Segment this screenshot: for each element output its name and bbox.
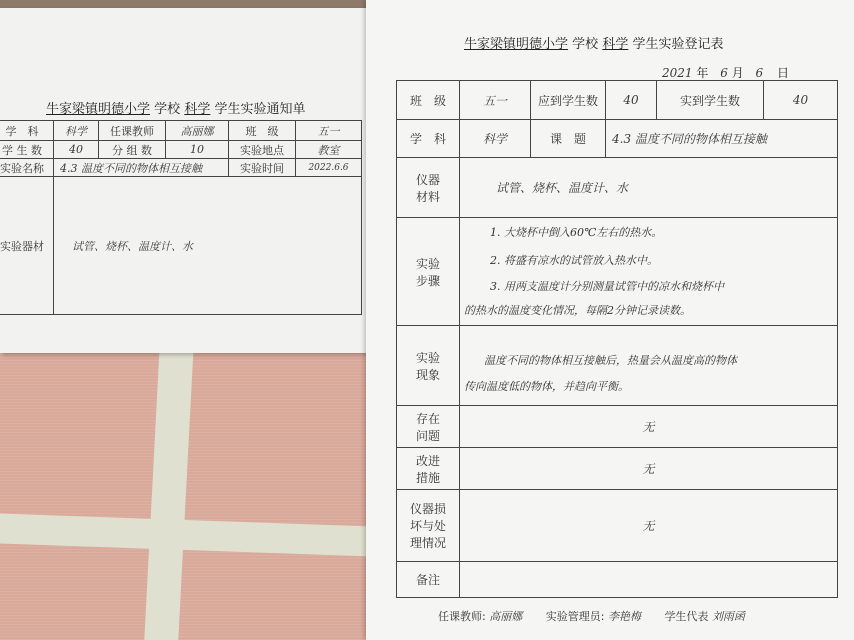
notice-class-value: 五一: [296, 121, 362, 141]
record-topic-label: 课 题: [531, 120, 606, 158]
notice-class-label: 班 级: [229, 121, 296, 141]
notice-teacher-value: 高丽娜: [166, 121, 229, 141]
date-day: 6: [755, 66, 764, 80]
date-month: 6: [720, 66, 728, 80]
notice-place-value: 教室: [296, 141, 362, 159]
notice-time-value: 2022.6.6: [296, 159, 362, 177]
record-damage-label-3: 理情况: [409, 536, 446, 550]
record-footer: [438, 608, 745, 624]
notice-subject-label: 学 科: [0, 121, 54, 141]
notice-students-value: 40: [54, 141, 99, 159]
notice-teacher-label: 任课教师: [99, 121, 166, 141]
footer-student-label: 学生代表: [664, 610, 709, 623]
record-date: [662, 64, 789, 81]
record-title: [464, 33, 723, 52]
record-phenomenon-label: [397, 326, 460, 406]
step-2: 2. 将盛有凉水的试管放入热水中。: [490, 254, 658, 267]
record-problem-label-2: 问题: [415, 428, 440, 443]
record-damage-label-1: 仪器损: [409, 502, 446, 516]
record-improve-label-2: 措施: [415, 470, 440, 485]
record-expected-label: 应到学生数: [531, 81, 606, 120]
notice-equipment-label: 实验器材: [0, 177, 54, 315]
step-3-cont: 的热水的温度变化情况，每隔2分钟记录读数。: [464, 304, 691, 317]
record-class-label: 班 级: [397, 81, 460, 120]
record-problem-value: 无: [460, 406, 838, 448]
record-table: [396, 80, 838, 598]
notice-title: [46, 98, 305, 117]
record-phenomenon-cell: [460, 326, 838, 406]
record-expected-value: 40: [606, 81, 657, 120]
date-year: 2021: [662, 66, 693, 80]
notice-students-label: 学 生 数: [0, 141, 54, 159]
footer-student-value: 刘雨函: [711, 610, 745, 623]
notice-equipment-value: 试管、烧杯、温度计、水: [54, 177, 362, 315]
record-problem-label-1: 存在: [415, 411, 440, 426]
record-class-value: 五一: [460, 81, 531, 120]
record-problem-label: [397, 406, 460, 448]
record-phenomenon-label-1: 实验: [415, 350, 440, 365]
record-school-suffix: 学校: [572, 37, 599, 52]
footer-manager-label: 实验管理员:: [545, 610, 605, 623]
notice-title-rest: 学生实验通知单: [214, 102, 306, 117]
record-topic-value: 4.3 温度不同的物体相互接触: [606, 120, 838, 158]
record-actual-value: 40: [764, 81, 838, 120]
notice-school-suffix: 学校: [154, 102, 181, 117]
notice-subject: 科学: [184, 102, 211, 117]
notice-sheet: [0, 8, 368, 353]
record-title-rest: 学生实验登记表: [632, 37, 724, 52]
step-1: 1. 大烧杯中倒入60℃左右的热水。: [490, 226, 663, 239]
record-damage-label: [397, 490, 460, 562]
record-damage-value: 无: [460, 490, 838, 562]
notice-place-label: 实验地点: [229, 141, 296, 159]
notice-time-label: 实验时间: [229, 159, 296, 177]
notice-subject-value: 科学: [54, 121, 99, 141]
record-subject-value: 科学: [460, 120, 531, 158]
record-sheet: [366, 0, 854, 640]
record-school: 牛家梁镇明德小学: [464, 37, 569, 52]
notice-school: 牛家梁镇明德小学: [46, 102, 151, 117]
record-equipment-value: 试管、烧杯、温度计、水: [460, 158, 838, 218]
record-actual-label: 实到学生数: [657, 81, 764, 120]
record-steps-cell: [460, 218, 838, 326]
record-improve-label-1: 改进: [415, 453, 440, 468]
record-phenomenon-label-2: 现象: [415, 367, 440, 382]
phenomenon-line-2: 传向温度低的物体，并趋向平衡。: [464, 380, 629, 393]
record-equipment-label-1: 仪器: [415, 172, 440, 187]
record-steps-label-2: 步骤: [415, 273, 440, 288]
record-subject: 科学: [602, 37, 629, 52]
record-equipment-label: [397, 158, 460, 218]
record-subject-label: 学 科: [397, 120, 460, 158]
notice-table: [0, 120, 362, 315]
notice-exp-name-value: 4.3 温度不同的物体相互接触: [54, 159, 229, 177]
record-note-value: [460, 562, 838, 598]
phenomenon-line-1: 温度不同的物体相互接触后，热量会从温度高的物体: [484, 354, 737, 367]
record-improve-label: [397, 448, 460, 490]
footer-manager-value: 李艳梅: [607, 610, 641, 623]
notice-groups-value: 10: [166, 141, 229, 159]
record-note-label: 备注: [397, 562, 460, 598]
record-equipment-label-2: 材料: [415, 189, 440, 204]
step-3: 3. 用两支温度计分别测量试管中的凉水和烧杯中: [490, 280, 724, 293]
footer-teacher-label: 任课教师:: [438, 610, 486, 623]
date-month-unit: 月: [731, 66, 744, 80]
record-steps-label-1: 实验: [415, 256, 440, 271]
notice-groups-label: 分 组 数: [99, 141, 166, 159]
notice-exp-name-label: 实验名称: [0, 159, 54, 177]
record-improve-value: 无: [460, 448, 838, 490]
date-day-unit: 日: [777, 66, 790, 80]
date-year-unit: 年: [696, 66, 709, 80]
record-damage-label-2: 坏与处: [409, 519, 446, 533]
record-steps-label: [397, 218, 460, 326]
footer-teacher-value: 高丽娜: [489, 610, 523, 623]
